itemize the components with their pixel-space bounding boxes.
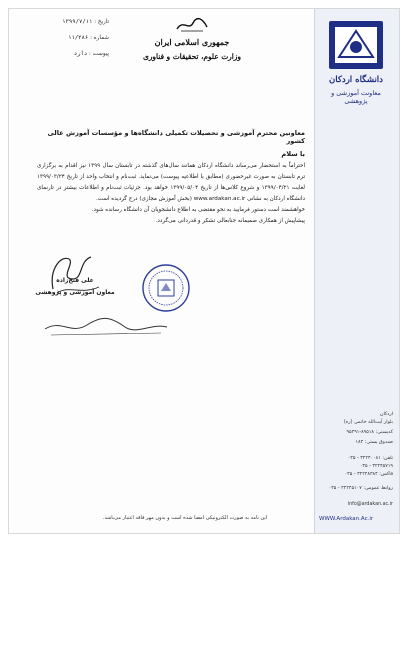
address-line: ۳۲۲۴۵۷۱۹ - ۰۳۵ bbox=[359, 464, 393, 469]
address-line: اردکان bbox=[379, 412, 393, 417]
header-line-2: جمهوری اسلامی ایران bbox=[154, 37, 230, 47]
letter-sheet bbox=[8, 8, 400, 534]
letter-body bbox=[37, 161, 305, 227]
meta-number: شماره : ۱۱/۲۸۶ bbox=[68, 35, 109, 41]
signatory-name: علی فتح‌زاده bbox=[56, 277, 94, 284]
signature-underline-icon bbox=[41, 315, 171, 339]
address-line: تلفن: ۳۲۲۴۰۰۸۱ - ۰۳۵ bbox=[347, 456, 393, 461]
address-line: صندوق پستی: ۱۸۴ bbox=[355, 440, 393, 445]
address-line: کدپستی: ۸۹۵۱۸-۹۵۴۹۱ bbox=[346, 430, 393, 435]
address-line: روابط عمومی: ۳۲۲۴۵۱۰۷ - ۰۳۵ bbox=[328, 486, 393, 491]
footer-note: این نامه به صورت الکترونیکی امضا شده است و بدون مهر فاقد اعتبار می‌باشد. bbox=[102, 515, 268, 521]
university-seal-icon bbox=[141, 263, 191, 313]
meta-date: تاریخ : ۱۳۹۹/۷/۱۱ bbox=[62, 19, 109, 25]
university-logo-icon bbox=[325, 17, 387, 73]
address-line[interactable]: info@ardakan.ac.ir bbox=[347, 502, 393, 507]
address-line: بلوار آیت‌الله خاتمی (ره) bbox=[343, 420, 393, 425]
letterhead-sidebar bbox=[314, 9, 399, 533]
paragraph-3: پیشاپیش از همکاری صمیمانه جنابعالی تشکر و قدردانی می‌گردد. bbox=[155, 218, 305, 224]
website-link[interactable]: WWW.Ardakan.Ac.ir bbox=[319, 516, 374, 522]
paragraph-2: خواهشمند است دستور فرمایید به نحو مقتضی به اطلاع دانشجویان آن دانشگاه رسانده شود. bbox=[91, 207, 305, 213]
greeting: با سلام bbox=[281, 150, 305, 158]
address-line: فاکس: ۳۲۲۴۸۳۸۴ - ۰۳۵ bbox=[344, 472, 393, 477]
recipient-line: معاونین محترم آموزشی و تحصیلات تکمیلی دانشگاه‌ها و مؤسسات آموزش عالی کشور bbox=[47, 129, 305, 145]
paragraph-1: احتراماً به استحضار می‌رساند دانشگاه اردکان همانند سال‌های گذشته در تابستان سال ۱۳۹۹ نیز اقدام به برگزاری ترم تابستان به صورت غیرحضوری (مطابق با اطلاعیه پیوست) می‌نماید. ثبت‌نام و انتخاب واحد از تاریخ ۱۳۹۹/۰۳/۲۴ لغایت ۱۳۹۹/۰۴/۲۱ و شروع کلاس‌ها از تاریخ ۱۳۹۹/۰۵/۰۴ خواهد بود. جزئیات ثبت‌نام و اطلاعات بیشتر در تارنمای دانشگاه اردکان به نشانی www.ardakan.ac.ir (بخش آموزش مجازی) درج گردیده است. bbox=[37, 163, 305, 202]
department-name: معاونت آموزشی و پژوهشی bbox=[331, 89, 381, 105]
university-name: دانشگاه اردکان bbox=[329, 75, 383, 85]
meta-attachment: پیوست : دارد bbox=[73, 51, 109, 57]
header-line-3: وزارت علوم، تحقیقات و فناوری bbox=[143, 52, 241, 61]
signatory-title: معاون آموزشی و پژوهشی bbox=[35, 289, 115, 296]
